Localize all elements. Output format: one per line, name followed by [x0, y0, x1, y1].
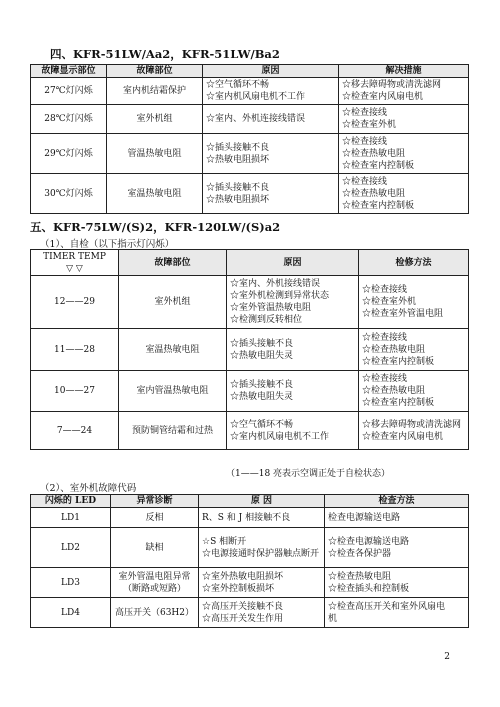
fix-cell [359, 412, 469, 450]
part-cell: 室外机组 [119, 276, 227, 329]
led-cell: LD4 [31, 598, 111, 628]
col-header: 解决措施 [339, 65, 469, 78]
table-row [31, 412, 469, 450]
fix-line: ☆检查室内控制板 [342, 160, 415, 171]
fix-line: ☆检查室外管温电阻 [362, 309, 444, 319]
cause-line: ☆室外热敏电阻损坏 [202, 571, 284, 582]
cause-cell [199, 568, 325, 598]
page-number: 2 [444, 652, 450, 662]
fix-line: ☆检查电源输送电路 [328, 536, 410, 547]
table-row [31, 329, 469, 371]
cause-line: ☆空气循环不畅 [206, 80, 270, 90]
cause-cell [203, 174, 339, 214]
part-cell: 室内管温热敏电阻 [119, 371, 227, 412]
outdoor-codes-table [30, 494, 469, 628]
fix-line: ☆检查室内控制板 [362, 398, 435, 408]
diag-cell [111, 568, 199, 598]
col-header: 原 因 [199, 495, 325, 508]
fix-line: ☆检查各保护器 [328, 548, 392, 559]
cause-cell: R、S 和 J 相接触不良 [199, 508, 325, 528]
cause-line: ☆热敏电阻失灵 [230, 350, 294, 361]
fix-cell [325, 598, 469, 628]
fix-cell [325, 528, 469, 568]
fix-line: ☆检查室内控制板 [342, 200, 415, 211]
cause-line: ☆高压开关发生作用 [202, 613, 284, 624]
display-cell: 28℃灯闪烁 [31, 105, 107, 134]
fix-line: ☆检查室外机 [362, 297, 417, 307]
fix-line: ☆检查高压开关和室外风扇电 [328, 601, 446, 612]
col-header: 检查方法 [325, 495, 469, 508]
table-row [31, 508, 469, 528]
selfcheck-table [30, 249, 469, 450]
part-cell: 管温热敏电阻 [107, 134, 203, 174]
outdoor-codes-subtitle: （2）、室外机故障代码 [40, 483, 137, 494]
diag-line: 室外管温电阻异常 [118, 571, 191, 582]
fix-line: 机 [328, 613, 338, 624]
cause-line: ☆室内机风扇电机不工作 [206, 92, 306, 102]
fix-line: ☆移去障碍物或清洗滤网 [362, 419, 462, 430]
cause-line: ☆空气循环不畅 [230, 419, 294, 430]
fix-line: ☆检查接线 [362, 332, 408, 343]
led-cell: LD2 [31, 528, 111, 568]
col-header: 原因 [227, 250, 359, 276]
fix-line: ☆检查热敏电阻 [342, 188, 406, 199]
col-header: 故障部位 [119, 250, 227, 276]
fix-cell [359, 276, 469, 329]
part-cell: 室外机组 [107, 105, 203, 134]
table-row [31, 174, 469, 214]
fix-line: ☆检查热敏电阻 [328, 571, 392, 582]
selfcheck-note: （1——18 亮表示空调正处于自检状态） [226, 469, 391, 479]
down-triangle-icon: ▽ ▽ [66, 263, 83, 274]
section5-title: 五、KFR-75LW/(S)2，KFR-120LW/(S)a2 [30, 220, 281, 234]
fix-cell [359, 329, 469, 371]
display-cell: 27℃灯闪烁 [31, 78, 107, 105]
cause-cell [227, 371, 359, 412]
cause-line: ☆电源接通时保护器触点断开 [202, 548, 320, 559]
diag-cell: 缺相 [111, 528, 199, 568]
fix-cell [339, 78, 469, 105]
fix-line: ☆检查接线 [342, 136, 388, 147]
part-cell: 室内机结霜保护 [107, 78, 203, 105]
col-header: 原因 [203, 65, 339, 78]
display-cell: 29℃灯闪烁 [31, 134, 107, 174]
led-cell: LD3 [31, 568, 111, 598]
code-cell: 12——29 [31, 276, 119, 329]
cause-line: ☆热敏电阻损坏 [206, 194, 270, 205]
diag-cell: 反相 [111, 508, 199, 528]
section4-title: 四、KFR-51LW/Aa2，KFR-51LW/Ba2 [50, 47, 280, 61]
cause-cell [203, 78, 339, 105]
cause-line: ☆热敏电阻损坏 [206, 154, 270, 165]
fix-line: ☆检查接线 [342, 176, 388, 187]
code-cell: 10——27 [31, 371, 119, 412]
table-row [31, 528, 469, 568]
fix-cell [359, 371, 469, 412]
code-cell: 7——24 [31, 412, 119, 450]
col-header: 检修方法 [359, 250, 469, 276]
table-row [31, 598, 469, 628]
fix-line: ☆检查室内风扇电机 [362, 431, 444, 442]
fix-line: ☆检查室外机 [342, 120, 397, 130]
cause-cell [227, 412, 359, 450]
cause-cell [199, 598, 325, 628]
fix-line: ☆检查接线 [362, 374, 408, 384]
fix-line: ☆移去障碍物或清洗滤网 [342, 80, 442, 90]
fix-cell [339, 105, 469, 134]
diag-line: （断路或短路） [122, 583, 186, 594]
table-row [31, 78, 469, 105]
display-cell: 30℃灯闪烁 [31, 174, 107, 214]
fix-cell: 检查电源输送电路 [325, 508, 469, 528]
table-header-row [31, 65, 469, 78]
diag-cell: 高压开关（63H2） [111, 598, 199, 628]
table-row [31, 134, 469, 174]
cause-cell [227, 276, 359, 329]
cause-line: ☆室内、外机连接线错误 [206, 114, 306, 124]
cause-cell [227, 329, 359, 371]
part-cell: 预防铜管结霜和过热 [119, 412, 227, 450]
table-header-row [31, 495, 469, 508]
fix-cell [325, 568, 469, 598]
col-header: 异常诊断 [111, 495, 199, 508]
fix-line: ☆检查接线 [362, 285, 408, 295]
cause-cell [203, 105, 339, 134]
cause-line: ☆室外机检测到异常状态 [230, 291, 330, 301]
fix-line: ☆检查热敏电阻 [362, 344, 426, 355]
fix-cell [339, 174, 469, 214]
cause-line: ☆室外控制板损坏 [202, 583, 275, 594]
cause-line: ☆室内机风扇电机不工作 [230, 431, 330, 442]
cause-cell [203, 134, 339, 174]
table-row [31, 568, 469, 598]
selfcheck-subtitle: （1）、自检（以下指示灯闪烁） [40, 239, 175, 250]
cause-line: ☆高压开关接触不良 [202, 601, 284, 612]
fix-line: ☆检查热敏电阻 [362, 386, 426, 396]
cause-line: ☆插头接触不良 [206, 142, 270, 153]
part-cell: 室温热敏电阻 [107, 174, 203, 214]
col-header: 故障部位 [107, 65, 203, 78]
timer-temp-header [31, 250, 119, 276]
col-header: 闪烁的 LED [31, 495, 111, 508]
fix-line: ☆检查插头和控制板 [328, 583, 410, 594]
table-row [31, 105, 469, 134]
fix-line: ☆检查接线 [342, 108, 388, 118]
timer-temp-label: TIMER TEMP [43, 251, 106, 262]
cause-line: ☆检测到反转相位 [230, 315, 303, 325]
col-header: 故障显示部位 [31, 65, 107, 78]
cause-cell [199, 528, 325, 568]
table-row [31, 371, 469, 412]
cause-line: ☆插头接触不良 [206, 182, 270, 193]
part-cell: 室温热敏电阻 [119, 329, 227, 371]
fix-cell [339, 134, 469, 174]
cause-line: ☆室内、外机接线错误 [230, 279, 321, 289]
cause-line: ☆热敏电阻失灵 [230, 392, 294, 402]
code-cell: 11——28 [31, 329, 119, 371]
fix-line: ☆检查室内风扇电机 [342, 92, 424, 102]
cause-line: ☆插头接触不良 [230, 380, 294, 390]
section4-table [30, 64, 469, 214]
cause-line: ☆S 相断开 [202, 536, 247, 547]
led-cell: LD1 [31, 508, 111, 528]
table-row [31, 276, 469, 329]
cause-line: ☆插头接触不良 [230, 338, 294, 349]
table-header-row [31, 250, 469, 276]
fix-line: ☆检查室内控制板 [362, 356, 435, 367]
cause-line: ☆室外管温热敏电阻 [230, 303, 312, 313]
fix-line: ☆检查热敏电阻 [342, 148, 406, 159]
